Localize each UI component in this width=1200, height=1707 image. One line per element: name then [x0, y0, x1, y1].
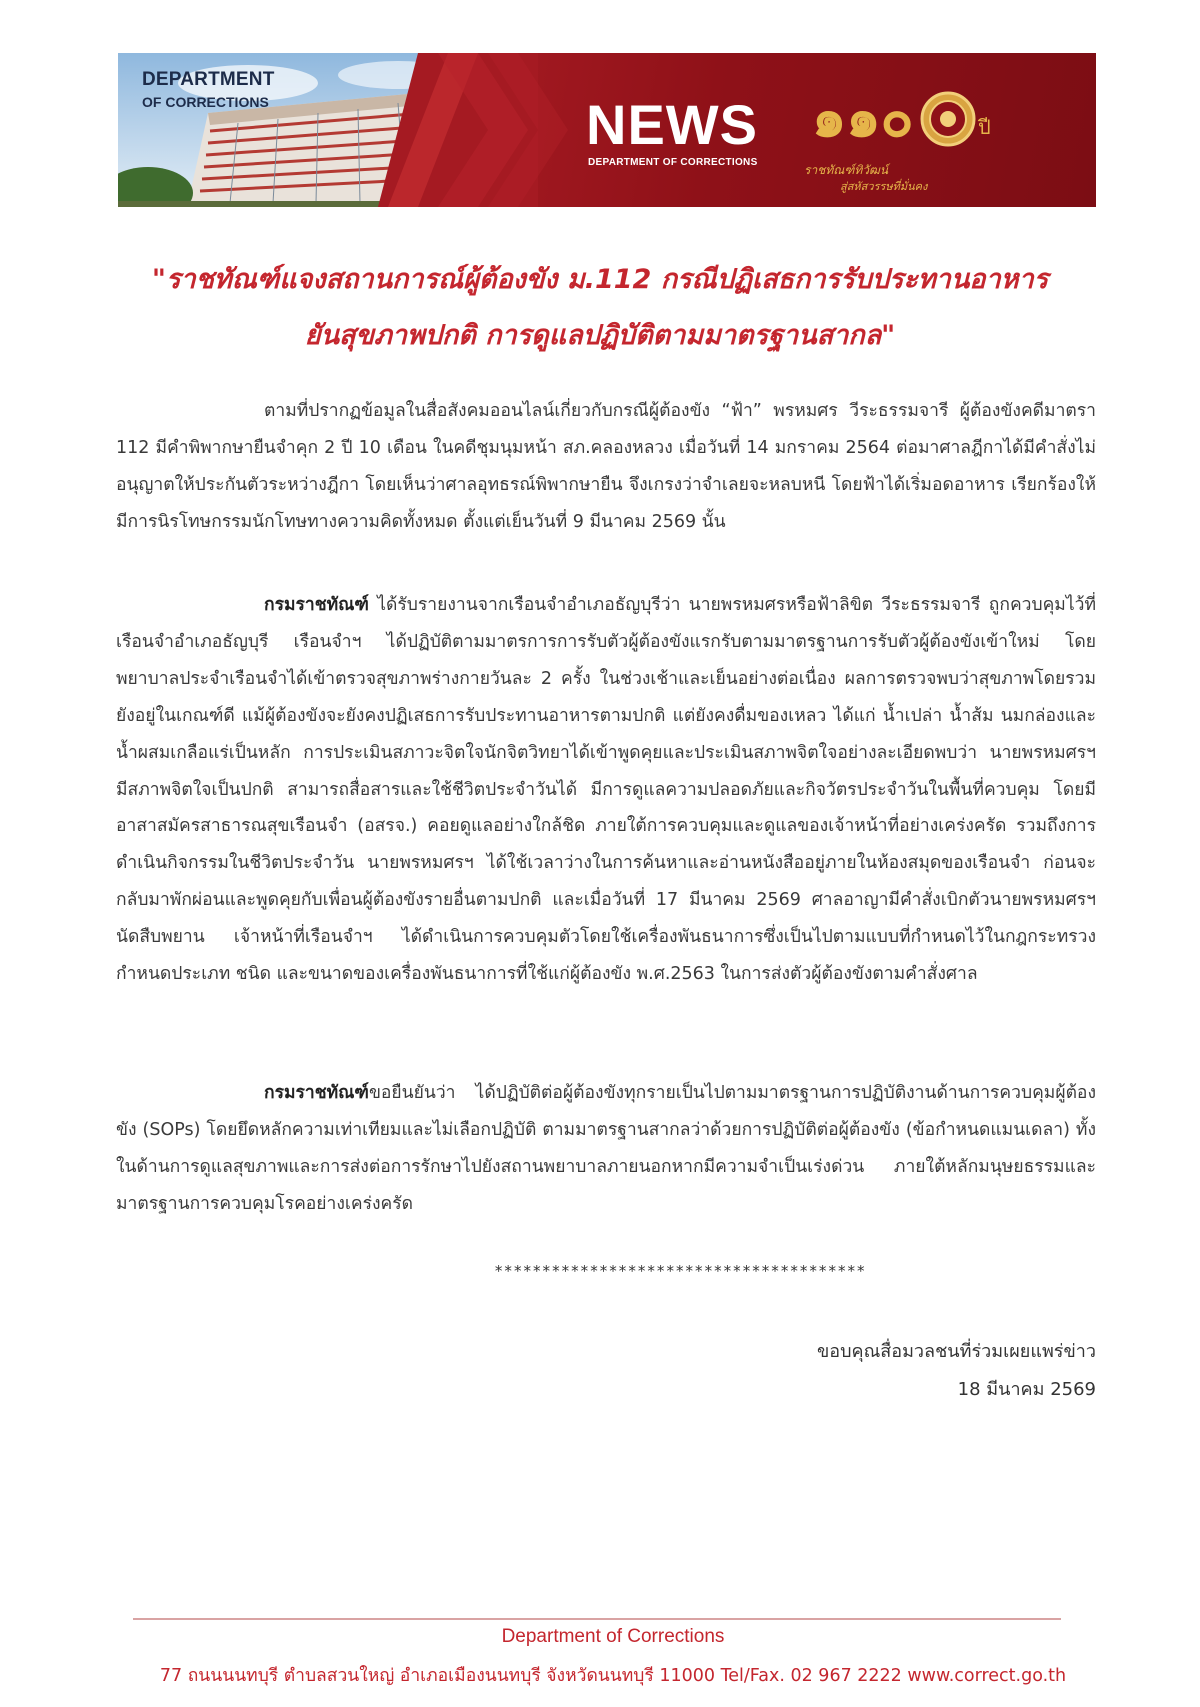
paragraph-lead: กรมราชทัณฑ์ — [264, 595, 369, 615]
paragraph-text: ได้รับรายงานจากเรือนจำอำเภอธัญบุรีว่า นายพรหมศรหรือฟ้าลิขิต วีระธรรมจารี ถูกควบคุมไว้ที่เรือนจำอำเภอธัญบุรี เรือนจำฯ ได้ปฏิบัติตามมาตรการการรับตัวผู้ต้องขังแรกรับตามมาตรฐานการรับตัวผู้ต้องขังเข้าใหม่ โดยพยาบาลประจำเรือนจำได้เข้าตรวจสุขภาพร่างกายวันละ 2 ครั้ง ในช่วงเช้าและเย็นอย่างต่อเนื่อง ผลการตรวจพบว่าสุขภาพโดยรวมยังอยู่ในเกณฑ์ดี แม้ผู้ต้องขังจะยังคงปฏิเสธการรับประทานอาหารตามปกติ แต่ยังคงดื่มของเหลว ได้แก่ น้ำเปล่า น้ำส้ม นมกล่องและน้ำผสมเกลือแร่เป็นหลัก การประเมินสภาวะจิตใจนักจิตวิทยาได้เข้าพูดคุยและประเมินสภาพจิตใจอย่างละเอียดพบว่า นายพรหมศรฯ มีสภาพจิตใจเป็นปกติ สามารถสื่อสารและใช้ชีวิตประจำวันได้ มีการดูแลความปลอดภัยและกิจวัตรประจำวันในพื้นที่ควบคุม โดยมีอาสาสมัครสาธารณสุขเรือนจำ (อสรจ.) คอยดูแลอย่างใกล้ชิด ภายใต้การควบคุมและดูแลของเจ้าหน้าที่อย่างเคร่งครัด รวมถึงการดำเนินกิจกรรมในชีวิตประจำวัน นายพรหมศรฯ ได้ใช้เวลาว่างในการค้นหาและอ่านหนังสืออยู่ภายในห้องสมุดของเรือนจำ ก่อนจะกลับมาพักผ่อนและพูดคุยกับเพื่อนผู้ต้องขังรายอื่นตามปกติ และเมื่อวันที่ 17 มีนาคม 2569 ศาลอาญามีคำสั่งเบิกตัวนายพรหมศรฯ นัดสืบพยาน เจ้าหน้าที่เรือนจำฯ ได้ดำเนินการควบคุมตัวโดยใช้เครื่องพันธนาการซึ่งเป็นไปตามแบบที่กำหนดไว้ในกฎกระทรวง กำหนดประเภท ชนิด และขนาดของเครื่องพันธนาการที่ใช้แก่ผู้ต้องขัง พ.ศ.2563 ในการส่งตัวผู้ต้องขังตามคำสั่งศาล — [116, 595, 1096, 985]
body-paragraph-1: ตามที่ปรากฏข้อมูลในสื่อสังคมออนไลน์เกี่ยวกับกรณีผู้ต้องขัง “ฟ้า” พรหมศร วีระธรรมจารี ผู้ต้องขังคดีมาตรา 112 มีคำพิพากษายืนจำคุก 2 ปี 10 เดือน ในคดีชุมนุมหน้า สภ.คลองหลวง เมื่อวันที่ 14 มกราคม 2564 ต่อมาศาลฎีกาได้มีคำสั่งไม่อนุญาตให้ประกันตัวระหว่างฎีกา โดยเห็นว่าศาลอุทธรณ์พิพากษายืน จึงเกรงว่าจำเลยจะหลบหนี โดยฟ้าได้เริ่มอดอาหาร เรียกร้องให้มีการนิรโทษกรรมนักโทษทางความคิดทั้งหมด ตั้งแต่เย็นวันที่ 9 มีนาคม 2569 นั้น — [116, 401, 1096, 532]
anniversary-line1: ราชทัณฑ์ทิวัฒน์ — [804, 163, 889, 177]
anniversary-line2: สู่สหัสวรรษที่มั่นคง — [840, 180, 928, 193]
paragraph-lead: กรมราชทัณฑ์ — [264, 1083, 369, 1103]
release-date: 18 มีนาคม 2569 — [957, 1379, 1096, 1400]
footer-address: 77 ถนนนนทบุรี ตำบลสวนใหญ่ อำเภอเมืองนนทบุรี จังหวัดนนทบุรี 11000 Tel/Fax. 02 967 2222 www.correct.go.th — [159, 1666, 1067, 1686]
banner-dept-line1: DEPARTMENT — [142, 69, 275, 90]
separator: *************************************** — [494, 1262, 866, 1280]
headline-line2: ยันสุขภาพปกติ การดูแลปฏิบัติตามมาตรฐานสากล" — [304, 320, 896, 351]
headline-line1: "ราชทัณฑ์แจงสถานการณ์ผู้ต้องขัง ม.112 กรณีปฏิเสธการรับประทานอาหาร — [151, 264, 1049, 295]
footer-dept-name: Department of Corrections — [501, 1626, 725, 1647]
anniversary-number: ๑๑๐ — [812, 85, 914, 149]
body-paragraph-3 — [116, 1075, 1096, 1223]
footer-divider — [133, 1618, 1061, 1620]
paragraph-text: ขอยืนยันว่า ได้ปฏิบัติต่อผู้ต้องขังทุกรายเป็นไปตามมาตรฐานการปฏิบัติงานด้านการควบคุมผู้ต้องขัง (SOPs) โดยยึดหลักความเท่าเทียมและไม่เลือกปฏิบัติ ตามมาตรฐานสากลว่าด้วยการปฏิบัติต่อผู้ต้องขัง (ข้อกำหนดแมนเดลา) ทั้งในด้านการดูแลสุขภาพและการส่งต่อการรักษาไปยังสถานพยาบาลภายนอกหากมีความจำเป็นเร่งด่วน ภายใต้หลักมนุษยธรรมและมาตรฐานการควบคุมโรคอย่างเคร่งครัด — [116, 1083, 1096, 1214]
anniversary-suffix: ปี — [978, 115, 991, 139]
news-title: NEWS — [586, 93, 758, 156]
news-subtitle: DEPARTMENT OF CORRECTIONS — [588, 157, 758, 168]
banner-dept-line2: OF CORRECTIONS — [142, 94, 269, 110]
news-banner — [118, 53, 1096, 207]
body-paragraph-2 — [116, 587, 1096, 993]
thanks-line: ขอบคุณสื่อมวลชนที่ร่วมเผยแพร่ข่าว — [816, 1341, 1096, 1362]
